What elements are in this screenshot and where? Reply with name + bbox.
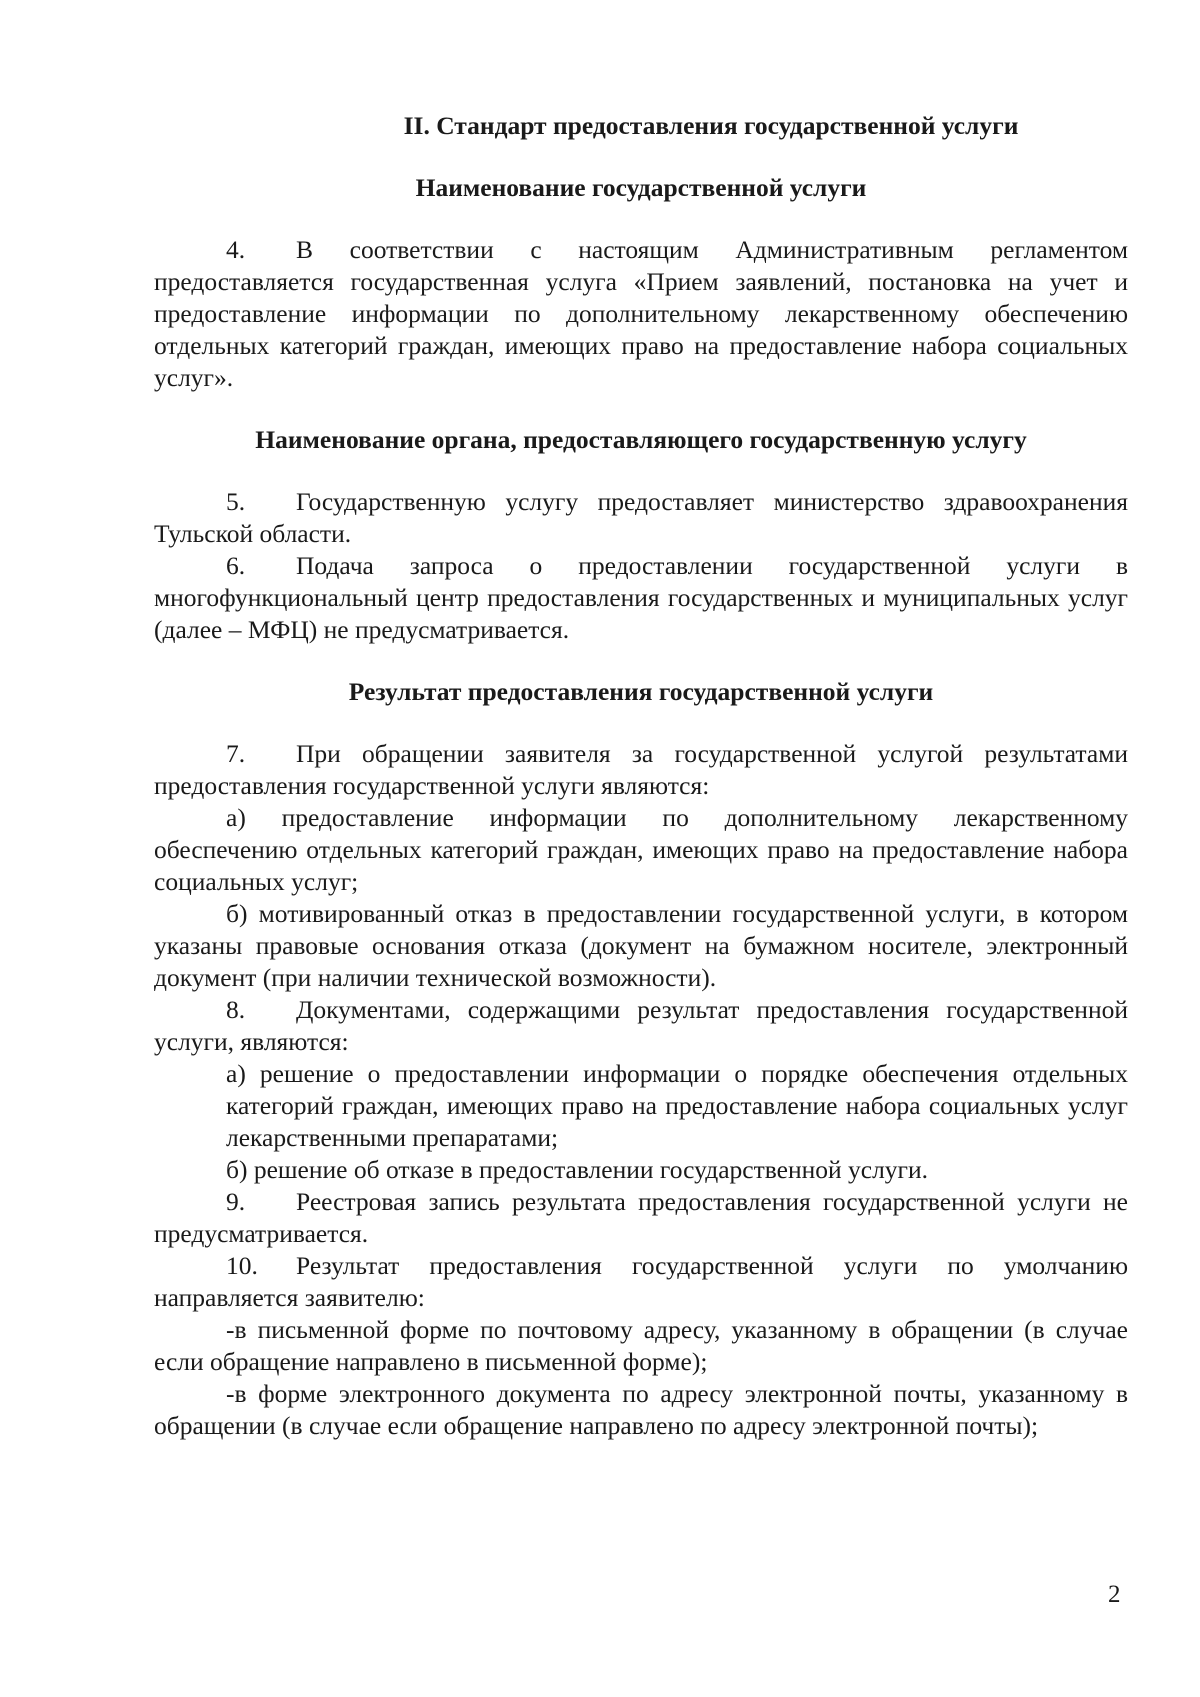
paragraph-text: -в форме электронного документа по адресу электронной почты, указанному в обращении (в случае если обращение направлено по адресу электронной почты);: [154, 1379, 1128, 1440]
paragraph-text: Результат предоставления государственной услуги по умолчанию направляется заявителю:: [154, 1251, 1128, 1312]
paragraph-number: 9.: [226, 1187, 246, 1216]
sections-container: [154, 172, 1128, 1442]
paragraph: [154, 1314, 1128, 1378]
paragraph: [154, 898, 1128, 994]
paragraph-text: б) решение об отказе в предоставлении государственной услуги.: [226, 1155, 929, 1184]
section-heading: Результат предоставления государственной услуги: [348, 677, 934, 706]
paragraph: [154, 234, 1128, 394]
paragraph-number: 10.: [226, 1251, 258, 1280]
paragraph-text: Документами, содержащими результат предоставления государственной услуги, являются:: [154, 995, 1128, 1056]
paragraph: [154, 1250, 1128, 1314]
paragraph: [154, 1378, 1128, 1442]
paragraph: [154, 1186, 1128, 1250]
paragraph-number: 8.: [226, 995, 246, 1024]
paragraph: [154, 1154, 1128, 1186]
paragraph-text: Государственную услугу предоставляет министерство здравоохранения Тульской области.: [154, 487, 1128, 548]
paragraph-text: Реестровая запись результата предоставления государственной услуги не предусматривается.: [154, 1187, 1128, 1248]
paragraph-number: 6.: [226, 551, 246, 580]
paragraph-number: 7.: [226, 739, 246, 768]
paragraph-number: 5.: [226, 487, 246, 516]
paragraph: [154, 550, 1128, 646]
page-number: 2: [1108, 1581, 1121, 1608]
paragraph: [154, 486, 1128, 550]
paragraph-text: В соответствии с настоящим Административным регламентом предоставляется государственная услуга «Прием заявлений, постановка на учет и предоставление информации по дополнительному лекарственному обеспечению отдельных категорий граждан, имеющих право на предоставление набора социальных услуг».: [154, 235, 1128, 392]
document-body: [154, 110, 1128, 1442]
document-title: II. Стандарт предоставления государственной услуги: [403, 111, 1019, 140]
paragraph: [154, 994, 1128, 1058]
section-heading: Наименование государственной услуги: [415, 173, 867, 202]
paragraph-text: Подача запроса о предоставлении государственной услуги в многофункциональный центр предоставления государственных и муниципальных услуг (далее – МФЦ) не предусматривается.: [154, 551, 1128, 644]
paragraph: [154, 1058, 1128, 1154]
section-heading: Наименование органа, предоставляющего государственную услугу: [255, 425, 1027, 454]
paragraph: [154, 802, 1128, 898]
paragraph-text: а) решение о предоставлении информации о порядке обеспечения отдельных категорий граждан, имеющих право на предоставление набора социальных услуг лекарственными препаратами;: [226, 1059, 1128, 1152]
paragraph-text: а) предоставление информации по дополнительному лекарственному обеспечению отдельных категорий граждан, имеющих право на предоставление набора социальных услуг;: [154, 803, 1128, 896]
paragraph-text: -в письменной форме по почтовому адресу, указанному в обращении (в случае если обращение направлено в письменной форме);: [154, 1315, 1128, 1376]
paragraph-number: 4.: [226, 235, 246, 264]
paragraph-text: При обращении заявителя за государственной услугой результатами предоставления государственной услуги являются:: [154, 739, 1128, 800]
paragraph: [154, 738, 1128, 802]
paragraph-text: б) мотивированный отказ в предоставлении государственной услуги, в котором указаны правовые основания отказа (документ на бумажном носителе, электронный документ (при наличии технической возможности).: [154, 899, 1128, 992]
